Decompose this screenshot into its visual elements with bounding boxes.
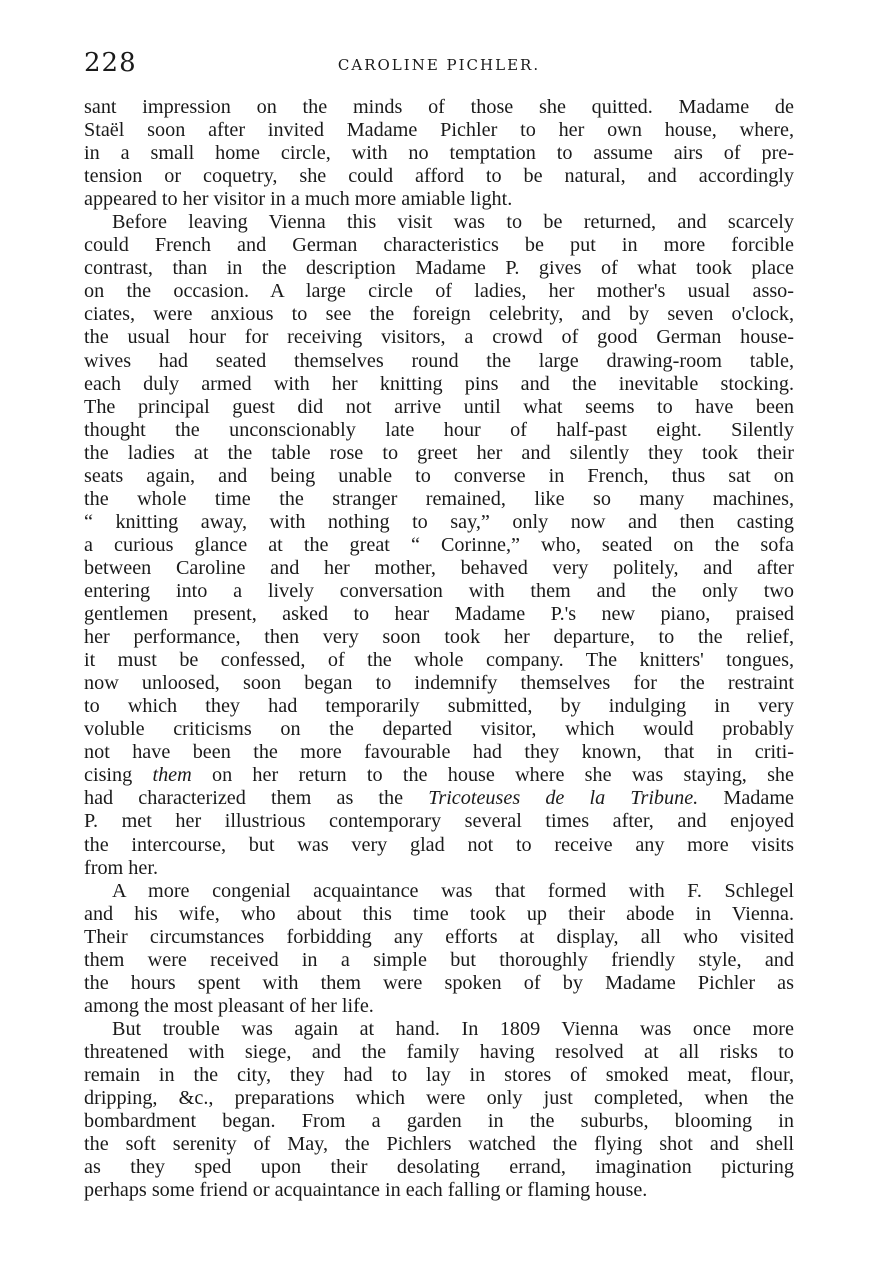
text-line	[84, 626, 794, 649]
text-line	[84, 373, 794, 396]
text-segment: threatened with siege, and the family having resolved at all risks to	[84, 1040, 794, 1063]
text-line	[84, 303, 794, 326]
text-segment: the whole time the stranger remained, like so many machines,	[84, 487, 794, 510]
text-line	[84, 695, 794, 718]
text-segment: bombardment began. From a garden in the suburbs, blooming in	[84, 1110, 794, 1133]
text-line	[84, 488, 794, 511]
text-line	[84, 1133, 794, 1156]
text-segment: The principal guest did not arrive until what seems to have been	[84, 395, 794, 418]
text-segment: a curious glance at the great “ Corinne,” who, seated on the sofa	[84, 533, 794, 556]
text-segment: Their circumstances forbidding any efforts at display, all who visited	[84, 925, 794, 948]
text-line	[84, 119, 794, 142]
text-line	[84, 326, 794, 349]
text-line	[84, 857, 794, 880]
running-head: CAROLINE PICHLER.	[337, 56, 541, 74]
page-number: 228	[84, 48, 137, 78]
text-line	[84, 787, 794, 810]
text-line	[84, 234, 794, 257]
page-header	[84, 48, 794, 82]
text-line	[84, 165, 794, 188]
text-line	[84, 810, 794, 833]
text-line	[84, 603, 794, 626]
text-segment: ciates, were anxious to see the foreign celebrity, and by seven o'clock,	[84, 303, 794, 326]
text-segment: “ knitting away, with nothing to say,” only now and then casting	[84, 510, 794, 533]
text-line	[84, 926, 794, 949]
text-line	[84, 1110, 794, 1133]
text-segment: to which they had temporarily submitted, by indulging in very	[84, 695, 794, 718]
text-segment: not have been the more favourable had they known, that in criti-	[84, 741, 794, 764]
text-segment: perhaps some friend or acquaintance in each falling or flaming house.	[84, 1179, 648, 1202]
text-segment: on the occasion. A large circle of ladies, her mother's usual asso-	[84, 280, 794, 303]
text-line	[84, 741, 794, 764]
text-segment: entering into a lively conversation with them and the only two	[84, 579, 794, 602]
text-line	[84, 834, 794, 857]
italic-text: them	[152, 764, 192, 787]
text-line	[84, 580, 794, 603]
text-segment: gentlemen present, asked to hear Madame P.'s new piano, praised	[84, 603, 794, 626]
text-line	[84, 880, 794, 903]
text-line	[84, 465, 794, 488]
paragraph	[84, 96, 794, 211]
text-line	[84, 142, 794, 165]
text-segment: contrast, than in the description Madame P. gives of what took place	[84, 257, 794, 280]
text-segment: wives had seated themselves round the large drawing-room table,	[84, 349, 794, 372]
paragraph	[84, 211, 794, 879]
text-segment: Before leaving Vienna this visit was to be returned, and scarcely	[112, 211, 794, 234]
text-segment: between Caroline and her mother, behaved very politely, and after	[84, 556, 794, 579]
text-line	[84, 188, 794, 211]
text-segment: dripping, &c., preparations which were only just completed, when the	[84, 1087, 794, 1110]
text-segment: the ladies at the table rose to greet her and silently they took their	[84, 441, 794, 464]
text-segment: A more congenial acquaintance was that formed with F. Schlegel	[112, 879, 794, 902]
text-line	[84, 672, 794, 695]
text-line	[84, 1041, 794, 1064]
text-segment: in a small home circle, with no temptation to assume airs of pre-	[84, 142, 794, 165]
text-line	[84, 257, 794, 280]
text-segment: Madame	[698, 787, 794, 810]
text-segment: appeared to her visitor in a much more amiable light.	[84, 188, 513, 211]
text-segment: the soft serenity of May, the Pichlers watched the flying shot and shell	[84, 1133, 794, 1156]
text-line	[84, 995, 794, 1018]
text-segment: But trouble was again at hand. In 1809 Vienna was once more	[112, 1017, 794, 1040]
paragraph	[84, 880, 794, 1018]
text-segment: and his wife, who about this time took up their abode in Vienna.	[84, 902, 794, 925]
text-line	[84, 903, 794, 926]
text-line	[84, 718, 794, 741]
text-segment: the hours spent with them were spoken of by Madame Pichler as	[84, 971, 794, 994]
text-line	[84, 764, 794, 787]
text-line	[84, 280, 794, 303]
italic-text: Tricoteuses de la Tribune.	[428, 787, 699, 810]
text-segment: remain in the city, they had to lay in stores of smoked meat, flour,	[84, 1063, 794, 1086]
text-segment: P. met her illustrious contemporary several times after, and enjoyed	[84, 810, 794, 833]
text-segment: on her return to the house where she was staying, she	[191, 764, 794, 787]
text-segment: the intercourse, but was very glad not to receive any more visits	[84, 833, 794, 856]
text-segment: among the most pleasant of her life.	[84, 994, 374, 1017]
text-line	[84, 1087, 794, 1110]
text-line	[84, 96, 794, 119]
body-text	[84, 96, 794, 1202]
text-line	[84, 211, 794, 234]
text-segment: thought the unconscionably late hour of half-past eight. Silently	[84, 418, 794, 441]
text-segment: Staël soon after invited Madame Pichler to her own house, where,	[84, 119, 794, 142]
text-line	[84, 1018, 794, 1041]
text-segment: seats again, and being unable to converse in French, thus sat on	[84, 464, 794, 487]
text-line	[84, 949, 794, 972]
text-line	[84, 350, 794, 373]
text-segment: each duly armed with her knitting pins and the inevitable stocking.	[84, 372, 794, 395]
text-line	[84, 396, 794, 419]
text-line	[84, 511, 794, 534]
text-line	[84, 419, 794, 442]
text-line	[84, 1179, 794, 1202]
text-segment: now unloosed, soon began to indemnify themselves for the restraint	[84, 672, 794, 695]
text-line	[84, 1064, 794, 1087]
text-line	[84, 534, 794, 557]
text-segment: it must be confessed, of the whole company. The knitters' tongues,	[84, 649, 794, 672]
text-line	[84, 557, 794, 580]
text-segment: the usual hour for receiving visitors, a crowd of good German house-	[84, 326, 794, 349]
text-segment: had characterized them as the	[84, 787, 429, 810]
text-segment: sant impression on the minds of those she quitted. Madame de	[84, 96, 794, 118]
text-line	[84, 1156, 794, 1179]
text-line	[84, 649, 794, 672]
text-segment: as they sped upon their desolating errand, imagination picturing	[84, 1156, 794, 1179]
text-segment: her performance, then very soon took her departure, to the relief,	[84, 626, 794, 649]
text-segment: them were received in a simple but thoroughly friendly style, and	[84, 948, 794, 971]
text-segment: cising	[84, 764, 153, 787]
text-segment: could French and German characteristics be put in more forcible	[84, 234, 794, 257]
text-segment: from her.	[84, 856, 158, 879]
text-line	[84, 972, 794, 995]
text-segment: voluble criticisms on the departed visitor, which would probably	[84, 718, 794, 741]
text-segment: tension or coquetry, she could afford to be natural, and accordingly	[84, 165, 794, 188]
paragraph	[84, 1018, 794, 1202]
text-line	[84, 442, 794, 465]
